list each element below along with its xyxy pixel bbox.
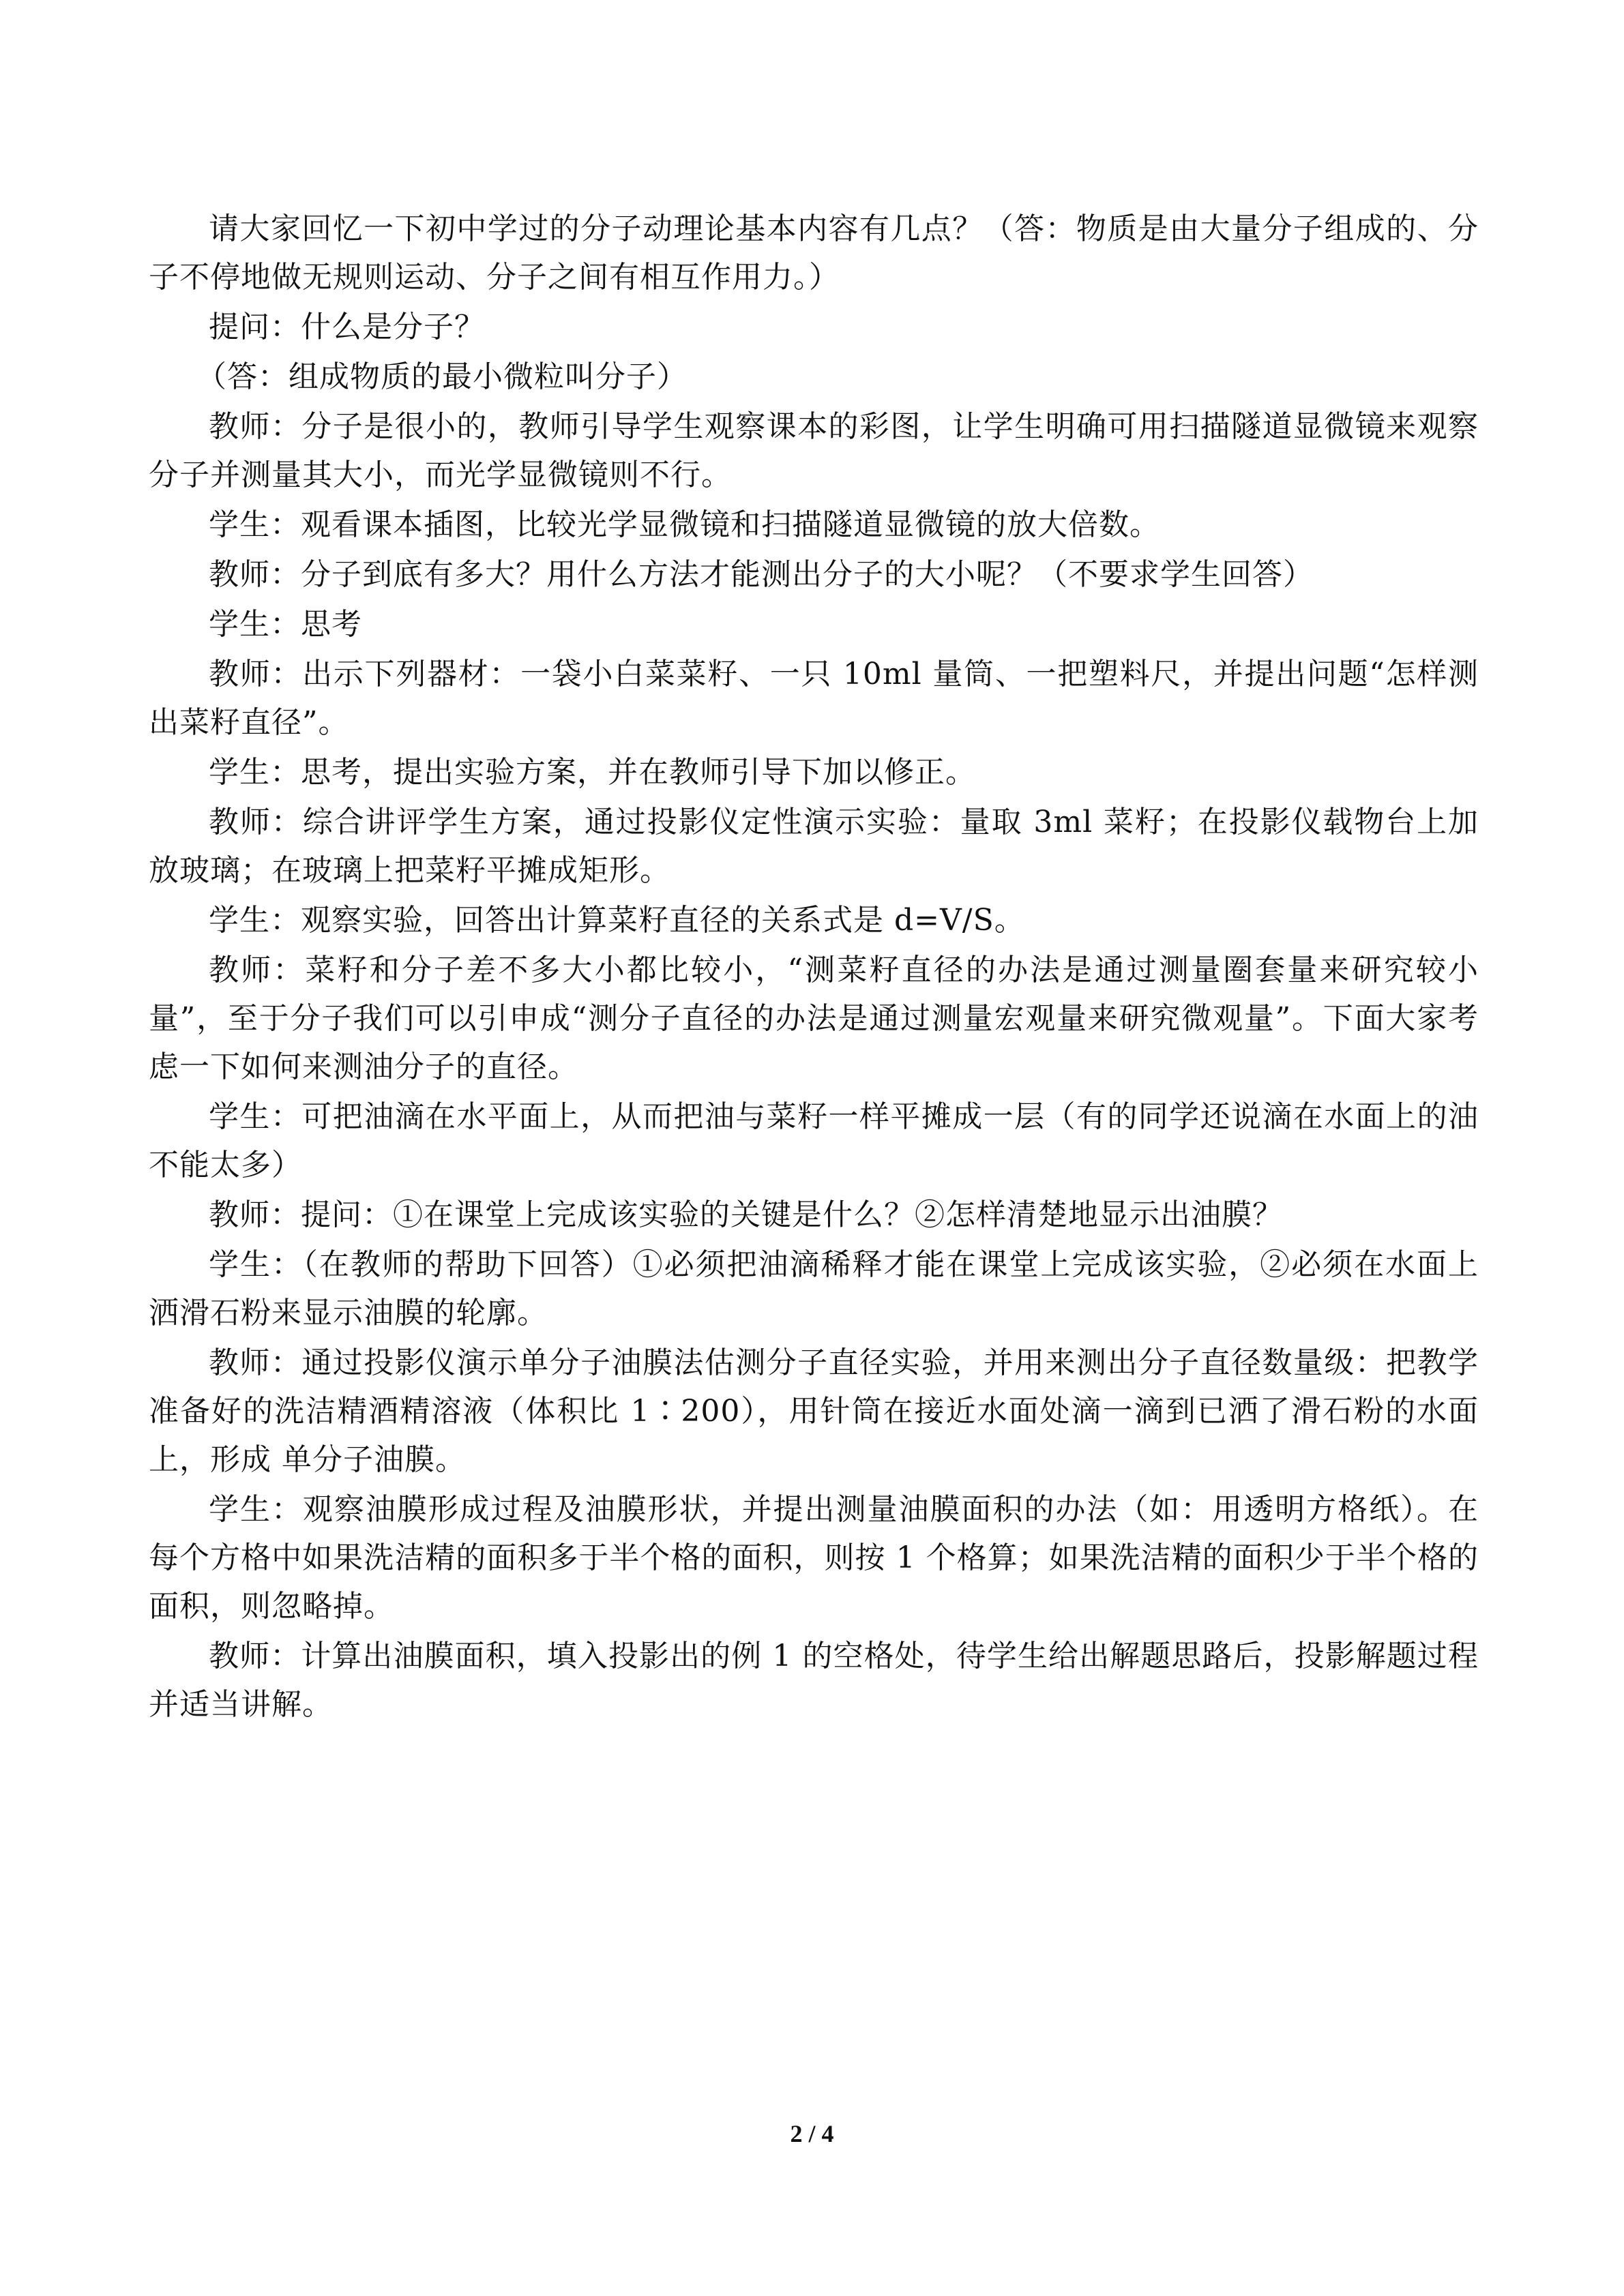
paragraph-student-oil-drop: 学生：可把油滴在水平面上，从而把油与菜籽一样平摊成一层（有的同学还说滴在水面上的油不能太多）: [149, 1099, 1479, 1182]
paragraph-review-question: 请大家回忆一下初中学过的分子动理论基本内容有几点？（答：物质是由大量分子组成的、分子不停地做无规则运动、分子之间有相互作用力。）: [149, 211, 1479, 295]
paragraph-student-answer: 学生：（在教师的帮助下回答）①必须把油滴稀释才能在课堂上完成该实验，②必须在水面上洒滑石粉来显示油膜的轮廓。: [149, 1247, 1479, 1330]
paragraph-teacher-equipment: 教师：出示下列器材：一袋小白菜菜籽、一只 10ml 量筒、一把塑料尺，并提出问题“怎样测出菜籽直径”。: [149, 657, 1479, 740]
paragraph-teacher-key-questions: 教师：提问：①在课堂上完成该实验的关键是什么？②怎样清楚地显示出油膜？: [209, 1197, 1283, 1232]
paragraph-student-area-method: 学生：观察油膜形成过程及油膜形状，并提出测量油膜面积的办法（如：用透明方格纸）。在每个方格中如果洗洁精的面积多于半个格的面积，则按 1 个格算；如果洗洁精的面积少于半个格的面积，则忽略掉。: [149, 1492, 1479, 1624]
paragraph-what-is-molecule: 提问：什么是分子？: [209, 310, 485, 344]
paragraph-answer-molecule: （答：组成物质的最小微粒叫分子）: [196, 359, 688, 394]
paragraph-teacher-demo: 教师：综合讲评学生方案，通过投影仪定性演示实验：量取 3ml 菜籽；在投影仪载物台上加放玻璃；在玻璃上把菜籽平摊成矩形。: [149, 805, 1479, 888]
page-number: 2 / 4: [790, 2120, 834, 2147]
paragraph-student-plan: 学生：思考，提出实验方案，并在教师引导下加以修正。: [209, 755, 976, 790]
paragraph-teacher-calculate: 教师：计算出油膜面积，填入投影出的例 1 的空格处，待学生给出解题思路后，投影解题过程并适当讲解。: [149, 1639, 1479, 1722]
document-body: [149, 205, 1479, 1730]
paragraph-student-think: 学生：思考: [209, 607, 362, 642]
paragraph-student-formula: 学生：观察实验，回答出计算菜籽直径的关系式是 d=V/S。: [209, 903, 1025, 938]
paragraph-student-observe: 学生：观看课本插图，比较光学显微镜和扫描隧道显微镜的放大倍数。: [209, 507, 1160, 542]
paragraph-teacher-analogy: 教师：菜籽和分子差不多大小都比较小，“测菜籽直径的办法是通过测量圈套量来研究较小量”，至于分子我们可以引申成“测分子直径的办法是通过测量宏观量来研究微观量”。下面大家考虑一下如何来测油分子的直径。: [149, 953, 1479, 1084]
paragraph-teacher-microscope: 教师：分子是很小的，教师引导学生观察课本的彩图，让学生明确可用扫描隧道显微镜来观察分子并测量其大小，而光学显微镜则不行。: [149, 409, 1479, 492]
paragraph-teacher-oil-film-demo: 教师：通过投影仪演示单分子油膜法估测分子直径实验，并用来测出分子直径数量级：把教学准备好的洗洁精酒精溶液（体积比 1∶200），用针筒在接近水面处滴一滴到已洒了滑石粉的水面上，形成 单分子油膜。: [149, 1345, 1479, 1477]
paragraph-teacher-size-question: 教师：分子到底有多大？用什么方法才能测出分子的大小呢？（不要求学生回答）: [209, 557, 1314, 592]
